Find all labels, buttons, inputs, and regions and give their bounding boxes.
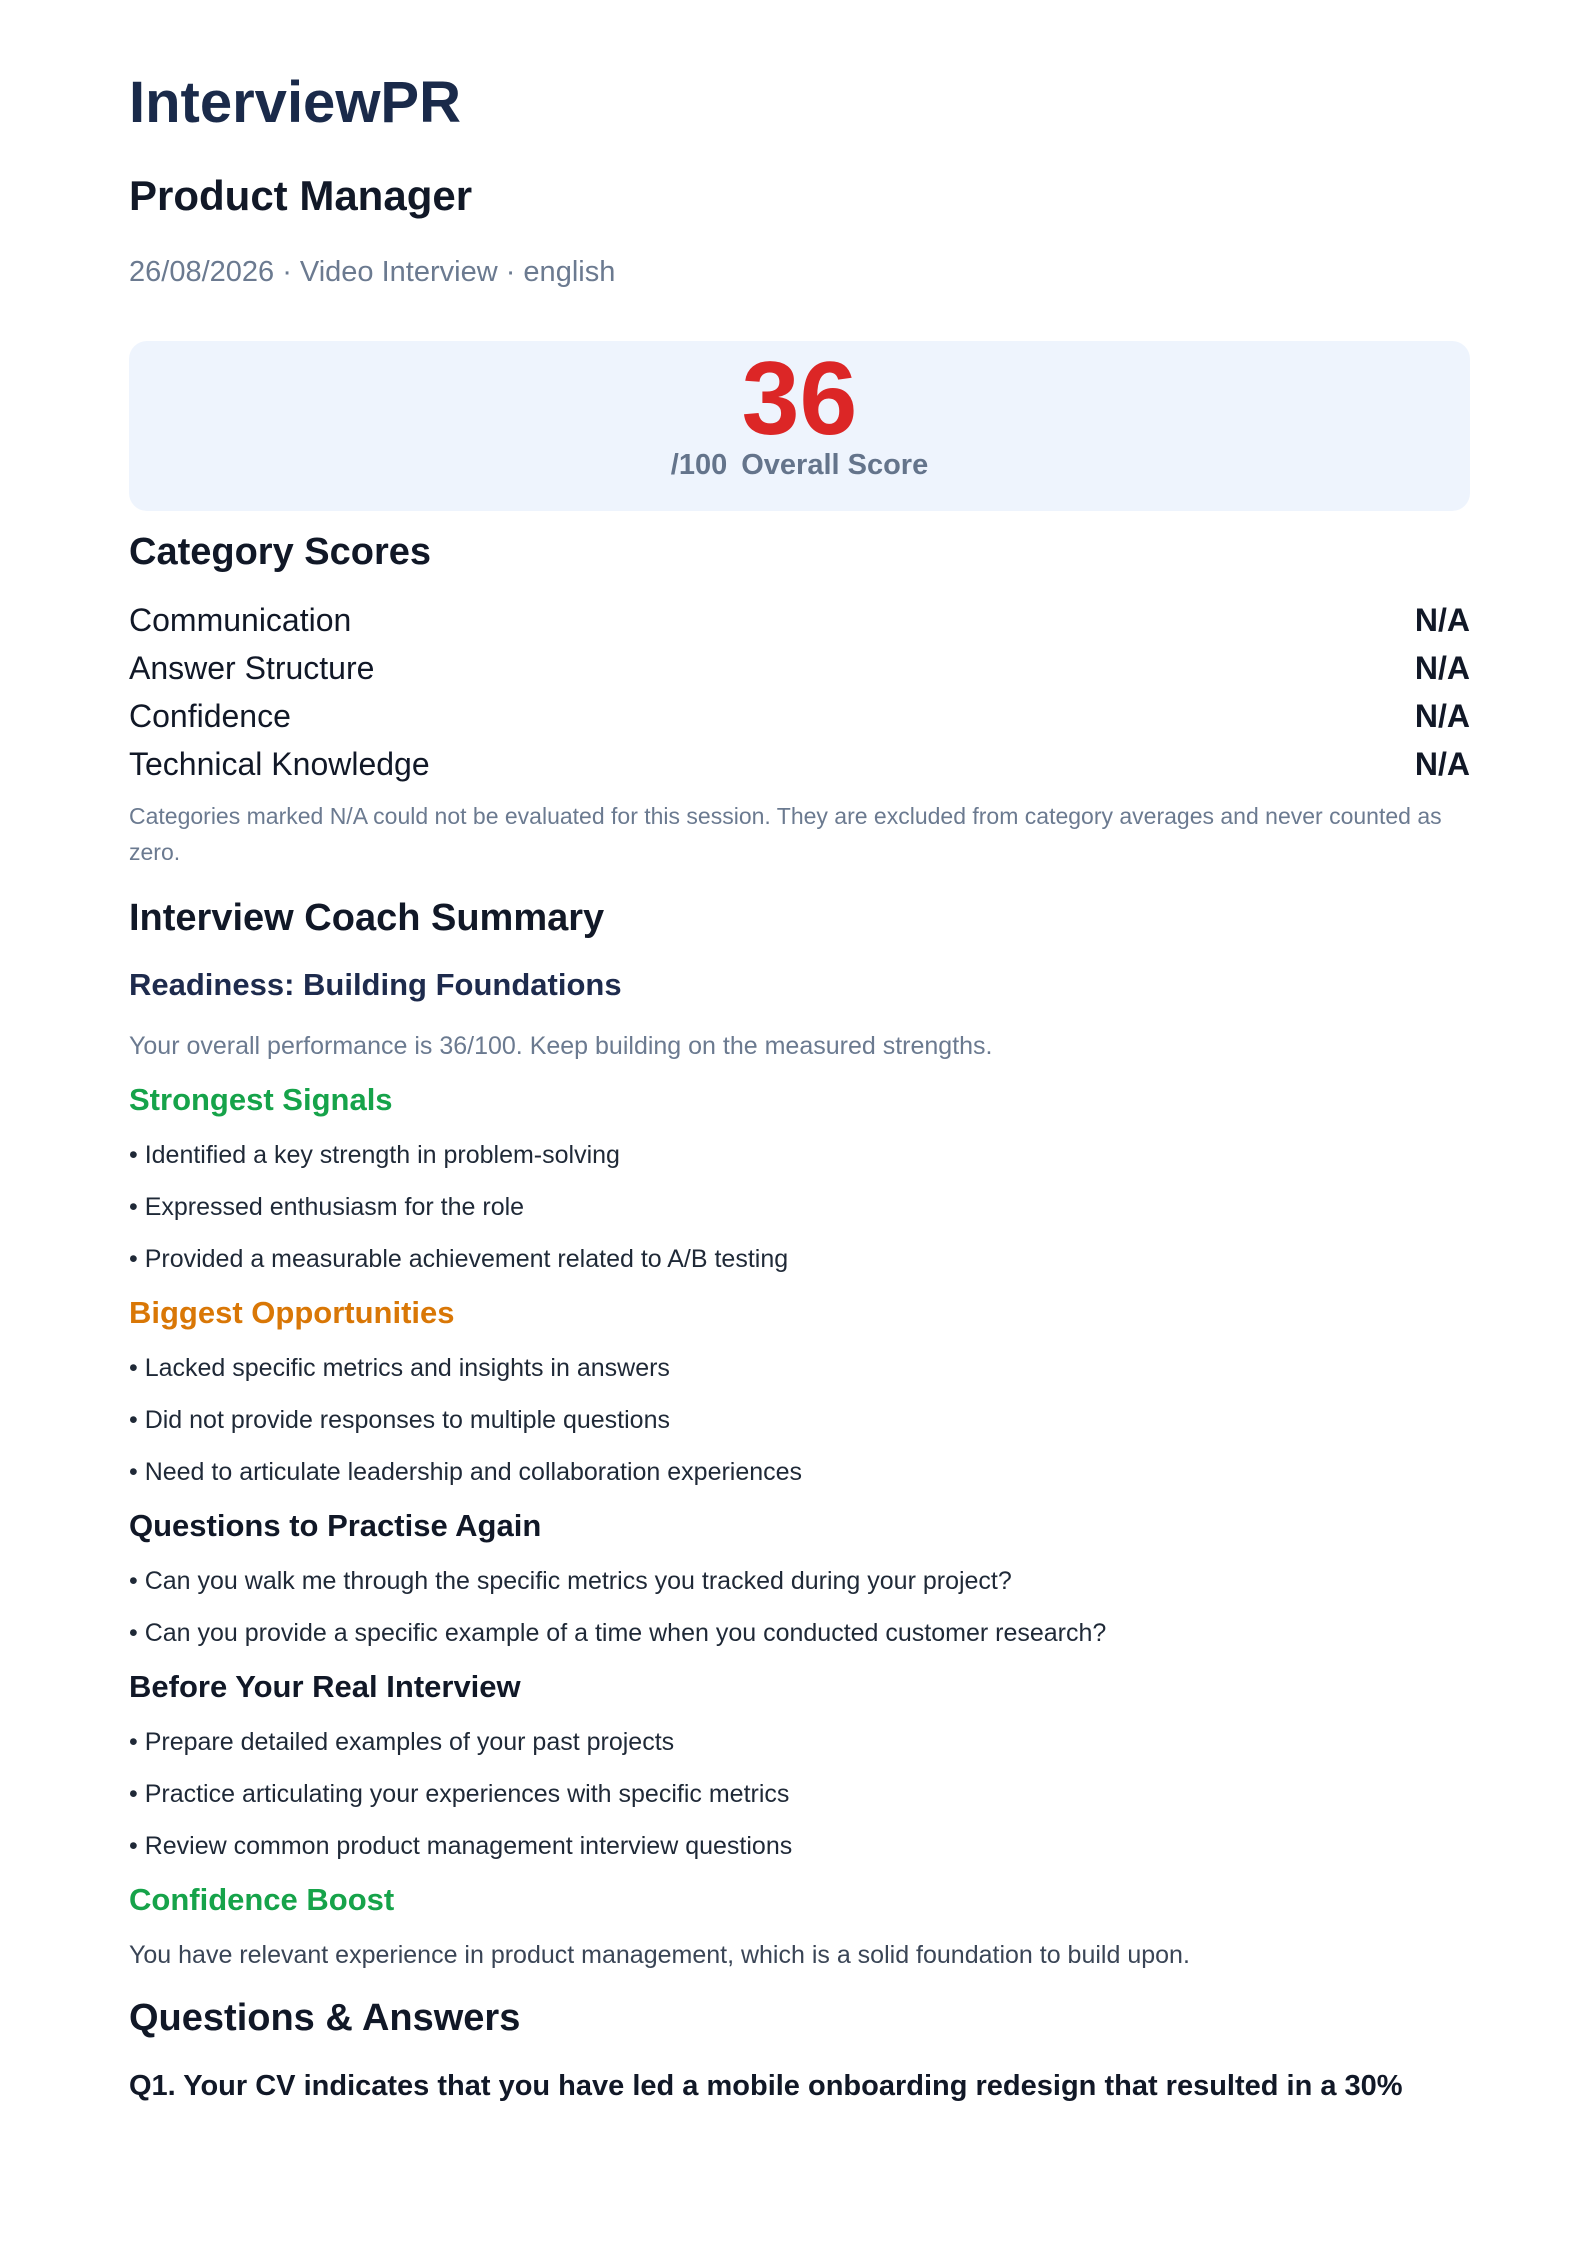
opportunity-item: • Lacked specific metrics and insights in answers [129,1354,670,1382]
strongest-signal-item: • Identified a key strength in problem-solving [129,1141,620,1169]
practise-question-item: • Can you provide a specific example of a time when you conducted customer research? [129,1619,1107,1647]
before-interview-item: • Review common product management interview questions [129,1832,793,1860]
category-name: Communication [129,601,352,638]
question-1-title: Q1. Your CV indicates that you have led a mobile onboarding redesign that resulted in a 30% [129,2070,1403,2102]
category-name: Answer Structure [129,649,375,686]
readiness-overview: Your overall performance is 36/100. Keep building on the measured strengths. [129,1032,993,1060]
category-row-answer-structure [129,645,1470,691]
practise-question-item: • Can you walk me through the specific metrics you tracked during your project? [129,1567,1012,1595]
readiness-heading: Readiness: Building Foundations [129,967,622,1002]
category-value: N/A [1414,601,1470,638]
category-value: N/A [1414,697,1470,734]
category-value: N/A [1414,649,1470,686]
before-interview-item: • Practice articulating your experiences with specific metrics [129,1780,790,1808]
overall-score-caption [129,448,1470,483]
overall-score-value: 36 [741,341,858,457]
coach-summary-heading: Interview Coach Summary [129,897,605,939]
session-meta: 26/08/2026 · Video Interview · english [129,256,616,288]
category-note: Categories marked N/A could not be evaluated for this session. They are excluded from category averages and never counted as zero. [129,803,1442,865]
strongest-signal-item: • Expressed enthusiasm for the role [129,1193,525,1221]
strongest-signal-item: • Provided a measurable achievement related to A/B testing [129,1245,789,1273]
brand-title: InterviewPR [129,70,461,135]
practise-questions-heading: Questions to Practise Again [129,1508,542,1543]
score-out-of: /100 [670,449,728,481]
confidence-boost-text: You have relevant experience in product management, which is a solid foundation to build upon. [129,1941,1190,1969]
opportunity-item: • Need to articulate leadership and collaboration experiences [129,1458,803,1486]
category-name: Confidence [129,697,291,734]
opportunity-item: • Did not provide responses to multiple questions [129,1406,670,1434]
category-name: Technical Knowledge [129,745,430,782]
category-scores-heading: Category Scores [129,531,432,573]
strongest-signals-heading: Strongest Signals [129,1082,393,1117]
before-interview-item: • Prepare detailed examples of your past projects [129,1728,675,1756]
questions-answers-heading: Questions & Answers [129,1997,521,2039]
category-row-communication [129,597,1470,643]
score-label: Overall Score [741,449,929,481]
overall-score-card [129,341,1470,511]
biggest-opportunities-heading: Biggest Opportunities [129,1295,455,1330]
confidence-boost-heading: Confidence Boost [129,1882,395,1917]
before-interview-heading: Before Your Real Interview [129,1669,521,1704]
category-value: N/A [1414,745,1470,782]
category-row-technical-knowledge [129,741,1470,787]
role-title: Product Manager [129,172,473,219]
category-row-confidence [129,693,1470,739]
